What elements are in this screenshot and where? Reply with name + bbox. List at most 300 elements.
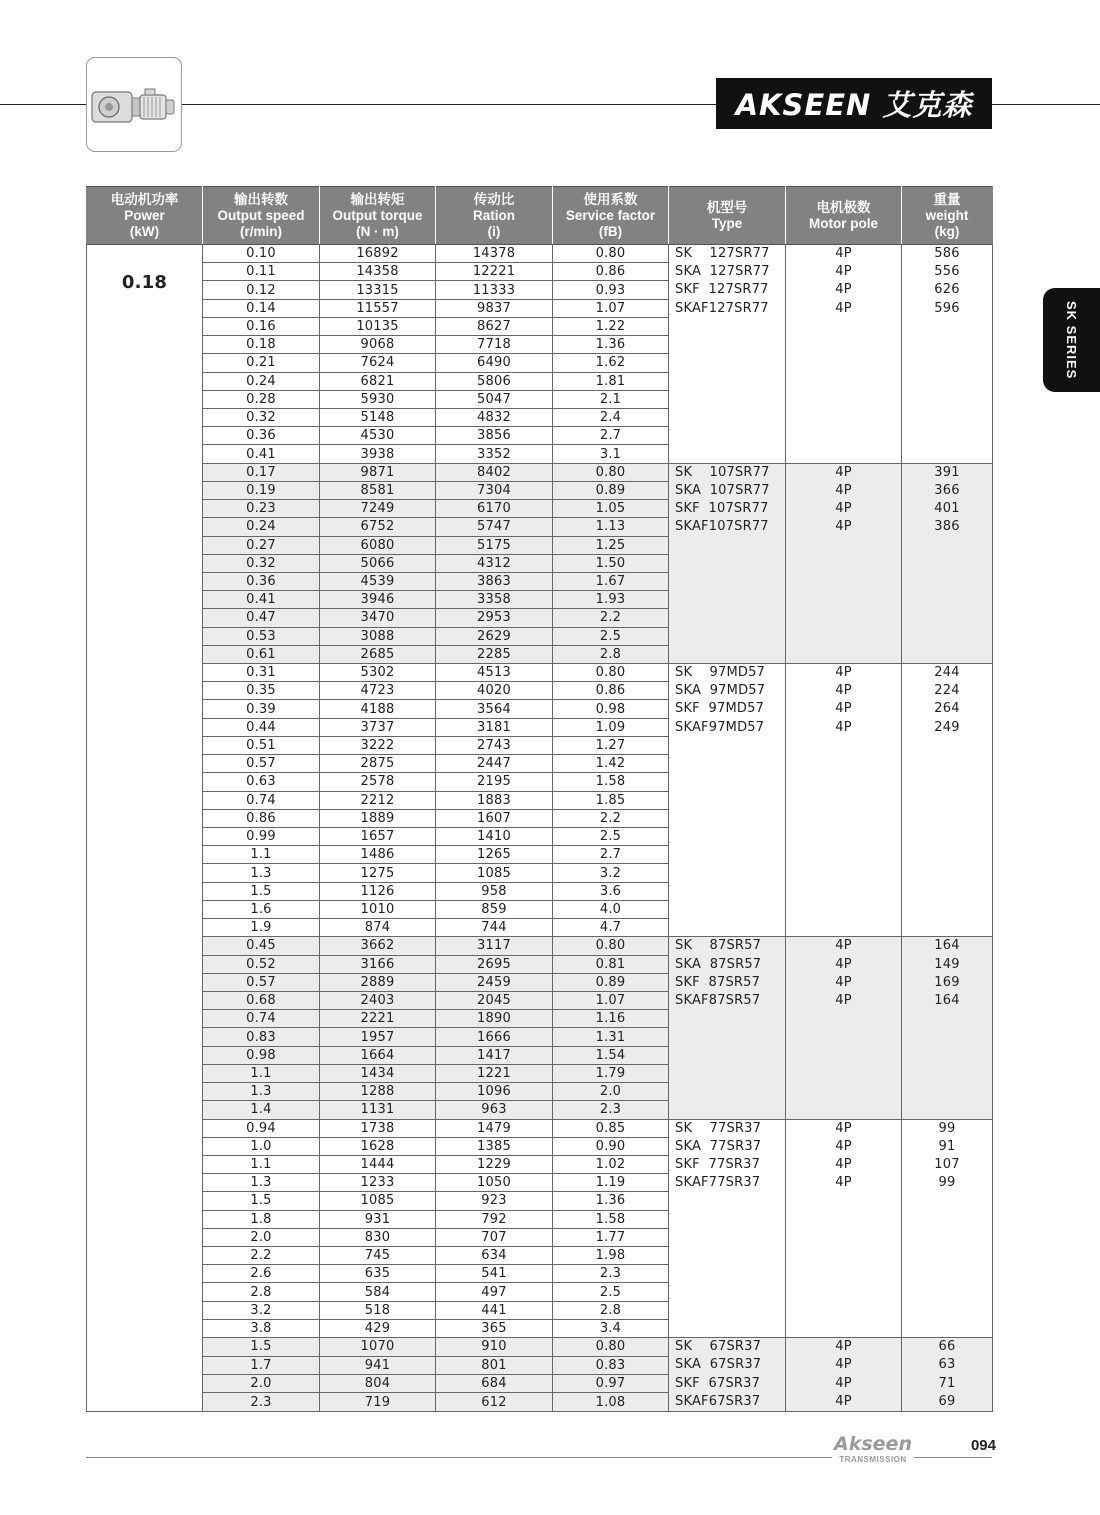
ratio-cell: 4020 bbox=[436, 682, 553, 700]
speed-cell: 0.41 bbox=[203, 591, 320, 609]
type-line: SKA 77SR37 bbox=[675, 1138, 762, 1154]
torque-cell: 3662 bbox=[320, 937, 436, 955]
speed-cell: 0.61 bbox=[203, 645, 320, 663]
weight-line: 164 bbox=[934, 938, 960, 954]
torque-cell: 584 bbox=[320, 1283, 436, 1301]
pole-cell bbox=[786, 664, 902, 937]
service-factor-cell: 2.1 bbox=[553, 390, 669, 408]
ratio-cell: 1479 bbox=[436, 1119, 553, 1137]
page-number: 094 bbox=[962, 1437, 996, 1454]
type-line: SK 77SR37 bbox=[675, 1120, 762, 1136]
ratio-cell: 5047 bbox=[436, 390, 553, 408]
pole-cell bbox=[786, 245, 902, 464]
ratio-cell: 3352 bbox=[436, 445, 553, 463]
ratio-cell: 4513 bbox=[436, 664, 553, 682]
column-header-en: Motor pole bbox=[809, 215, 878, 231]
service-factor-cell: 0.86 bbox=[553, 263, 669, 281]
torque-cell: 3470 bbox=[320, 609, 436, 627]
type-cell bbox=[669, 245, 786, 464]
column-header-en: Service factor bbox=[565, 207, 656, 223]
speed-cell: 0.86 bbox=[203, 809, 320, 827]
torque-cell: 6821 bbox=[320, 372, 436, 390]
pole-line: 4P bbox=[835, 938, 852, 954]
speed-cell: 1.3 bbox=[203, 864, 320, 882]
pole-cell bbox=[786, 463, 902, 663]
service-factor-cell: 0.97 bbox=[553, 1375, 669, 1393]
service-factor-cell: 1.93 bbox=[553, 591, 669, 609]
pole-line: 4P bbox=[835, 974, 852, 990]
speed-cell: 0.41 bbox=[203, 445, 320, 463]
ratio-cell: 2953 bbox=[436, 609, 553, 627]
torque-cell: 7624 bbox=[320, 354, 436, 372]
type-line: SK 127SR77 bbox=[675, 246, 770, 261]
torque-cell: 4723 bbox=[320, 682, 436, 700]
type-line: SKF 67SR37 bbox=[675, 1375, 761, 1391]
torque-cell: 1233 bbox=[320, 1174, 436, 1192]
torque-cell: 8581 bbox=[320, 481, 436, 499]
ratio-cell: 1265 bbox=[436, 846, 553, 864]
type-line: SK 97MD57 bbox=[675, 665, 766, 681]
torque-cell: 6080 bbox=[320, 536, 436, 554]
ratio-cell: 6170 bbox=[436, 500, 553, 518]
weight-line: 586 bbox=[934, 246, 960, 261]
speed-cell: 0.74 bbox=[203, 791, 320, 809]
pole-line: 4P bbox=[835, 1175, 852, 1191]
speed-cell: 0.83 bbox=[203, 1028, 320, 1046]
pole-line: 4P bbox=[835, 719, 852, 735]
column-header-unit: (r/min) bbox=[240, 223, 282, 239]
ratio-cell: 1607 bbox=[436, 809, 553, 827]
weight-line: 71 bbox=[938, 1375, 956, 1391]
speed-cell: 0.19 bbox=[203, 481, 320, 499]
ratio-cell: 2285 bbox=[436, 645, 553, 663]
ratio-cell: 441 bbox=[436, 1301, 553, 1319]
torque-cell: 10135 bbox=[320, 317, 436, 335]
ratio-cell: 1050 bbox=[436, 1174, 553, 1192]
weight-line: 66 bbox=[938, 1339, 956, 1355]
service-factor-cell: 2.5 bbox=[553, 627, 669, 645]
weight-cell bbox=[902, 245, 993, 464]
type-line: SKAF87SR57 bbox=[675, 992, 761, 1008]
torque-cell: 3938 bbox=[320, 445, 436, 463]
speed-cell: 2.0 bbox=[203, 1375, 320, 1393]
service-factor-cell: 1.36 bbox=[553, 1192, 669, 1210]
ratio-cell: 2195 bbox=[436, 773, 553, 791]
torque-cell: 2212 bbox=[320, 791, 436, 809]
service-factor-cell: 1.58 bbox=[553, 773, 669, 791]
ratio-cell: 541 bbox=[436, 1265, 553, 1283]
service-factor-cell: 2.5 bbox=[553, 1283, 669, 1301]
torque-cell: 2403 bbox=[320, 991, 436, 1009]
speed-cell: 0.68 bbox=[203, 991, 320, 1009]
column-header bbox=[553, 187, 669, 245]
speed-cell: 0.23 bbox=[203, 500, 320, 518]
torque-cell: 2875 bbox=[320, 755, 436, 773]
brand-name-cn: 艾克森 bbox=[882, 88, 973, 122]
service-factor-cell: 1.09 bbox=[553, 718, 669, 736]
service-factor-cell: 2.8 bbox=[553, 1301, 669, 1319]
torque-cell: 1126 bbox=[320, 882, 436, 900]
ratio-cell: 923 bbox=[436, 1192, 553, 1210]
speed-cell: 3.2 bbox=[203, 1301, 320, 1319]
service-factor-cell: 0.80 bbox=[553, 463, 669, 481]
speed-cell: 0.57 bbox=[203, 973, 320, 991]
speed-cell: 0.12 bbox=[203, 281, 320, 299]
pole-line: 4P bbox=[835, 1138, 852, 1154]
weight-line: 366 bbox=[934, 482, 960, 498]
ratio-cell: 7718 bbox=[436, 336, 553, 354]
ratio-cell: 910 bbox=[436, 1338, 553, 1356]
column-header bbox=[902, 187, 993, 245]
type-cell bbox=[669, 1338, 786, 1412]
torque-cell: 9068 bbox=[320, 336, 436, 354]
weight-cell bbox=[902, 463, 993, 663]
ratio-cell: 744 bbox=[436, 919, 553, 937]
speed-cell: 2.8 bbox=[203, 1283, 320, 1301]
service-factor-cell: 4.0 bbox=[553, 900, 669, 918]
weight-cell bbox=[902, 664, 993, 937]
torque-cell: 874 bbox=[320, 919, 436, 937]
ratio-cell: 2695 bbox=[436, 955, 553, 973]
speed-cell: 0.10 bbox=[203, 245, 320, 263]
type-line: SKA 127SR77 bbox=[675, 264, 770, 280]
speed-cell: 0.24 bbox=[203, 372, 320, 390]
torque-cell: 1628 bbox=[320, 1137, 436, 1155]
ratio-cell: 3856 bbox=[436, 427, 553, 445]
speed-cell: 1.4 bbox=[203, 1101, 320, 1119]
type-line: SKAF67SR37 bbox=[675, 1393, 761, 1409]
column-header-cn: 传动比 bbox=[473, 191, 515, 207]
torque-cell: 1275 bbox=[320, 864, 436, 882]
ratio-cell: 859 bbox=[436, 900, 553, 918]
spec-table bbox=[86, 186, 993, 1412]
weight-line: 91 bbox=[938, 1138, 956, 1154]
service-factor-cell: 1.07 bbox=[553, 991, 669, 1009]
footer-logo bbox=[832, 1434, 914, 1466]
speed-cell: 1.5 bbox=[203, 1338, 320, 1356]
speed-cell: 0.35 bbox=[203, 682, 320, 700]
ratio-cell: 2447 bbox=[436, 755, 553, 773]
service-factor-cell: 3.2 bbox=[553, 864, 669, 882]
column-header-unit: (fB) bbox=[598, 223, 623, 239]
torque-cell: 429 bbox=[320, 1319, 436, 1337]
service-factor-cell: 2.5 bbox=[553, 828, 669, 846]
column-header-en: Output torque bbox=[332, 207, 423, 223]
service-factor-cell: 1.05 bbox=[553, 500, 669, 518]
column-header bbox=[320, 187, 436, 245]
torque-cell: 1486 bbox=[320, 846, 436, 864]
torque-cell: 745 bbox=[320, 1247, 436, 1265]
footer-brand: Akseen bbox=[834, 1433, 912, 1455]
speed-cell: 0.11 bbox=[203, 263, 320, 281]
torque-cell: 1131 bbox=[320, 1101, 436, 1119]
service-factor-cell: 1.50 bbox=[553, 554, 669, 572]
ratio-cell: 1666 bbox=[436, 1028, 553, 1046]
torque-cell: 804 bbox=[320, 1375, 436, 1393]
pole-line: 4P bbox=[835, 282, 852, 298]
pole-line: 4P bbox=[835, 482, 852, 498]
ratio-cell: 684 bbox=[436, 1375, 553, 1393]
torque-cell: 13315 bbox=[320, 281, 436, 299]
service-factor-cell: 1.02 bbox=[553, 1155, 669, 1173]
speed-cell: 0.14 bbox=[203, 299, 320, 317]
column-header-cn: 使用系数 bbox=[583, 191, 638, 207]
speed-cell: 0.31 bbox=[203, 664, 320, 682]
service-factor-cell: 1.13 bbox=[553, 518, 669, 536]
torque-cell: 830 bbox=[320, 1228, 436, 1246]
speed-cell: 1.7 bbox=[203, 1356, 320, 1374]
torque-cell: 3737 bbox=[320, 718, 436, 736]
column-header-unit: (N · m) bbox=[356, 223, 399, 239]
speed-cell: 0.32 bbox=[203, 554, 320, 572]
pole-line: 4P bbox=[835, 683, 852, 699]
torque-cell: 1957 bbox=[320, 1028, 436, 1046]
service-factor-cell: 2.3 bbox=[553, 1265, 669, 1283]
service-factor-cell: 1.36 bbox=[553, 336, 669, 354]
service-factor-cell: 0.90 bbox=[553, 1137, 669, 1155]
type-line: SKF 77SR37 bbox=[675, 1156, 761, 1172]
speed-cell: 0.28 bbox=[203, 390, 320, 408]
ratio-cell: 3863 bbox=[436, 572, 553, 590]
weight-line: 626 bbox=[934, 282, 960, 298]
service-factor-cell: 2.4 bbox=[553, 408, 669, 426]
pole-line: 4P bbox=[835, 1120, 852, 1136]
service-factor-cell: 0.80 bbox=[553, 664, 669, 682]
torque-cell: 1070 bbox=[320, 1338, 436, 1356]
ratio-cell: 1410 bbox=[436, 828, 553, 846]
torque-cell: 2685 bbox=[320, 645, 436, 663]
ratio-cell: 9837 bbox=[436, 299, 553, 317]
weight-line: 164 bbox=[934, 992, 960, 1008]
type-line: SKA 97MD57 bbox=[675, 683, 766, 699]
service-factor-cell: 1.85 bbox=[553, 791, 669, 809]
pole-cell bbox=[786, 1119, 902, 1338]
type-line: SK 67SR37 bbox=[675, 1339, 762, 1355]
type-line: SKAF107SR77 bbox=[675, 519, 769, 535]
torque-cell: 3166 bbox=[320, 955, 436, 973]
service-factor-cell: 1.31 bbox=[553, 1028, 669, 1046]
ratio-cell: 11333 bbox=[436, 281, 553, 299]
torque-cell: 1434 bbox=[320, 1064, 436, 1082]
weight-line: 244 bbox=[934, 665, 960, 681]
ratio-cell: 3117 bbox=[436, 937, 553, 955]
speed-cell: 0.57 bbox=[203, 755, 320, 773]
pole-line: 4P bbox=[835, 1393, 852, 1409]
speed-cell: 0.16 bbox=[203, 317, 320, 335]
weight-line: 401 bbox=[934, 501, 960, 516]
service-factor-cell: 2.2 bbox=[553, 609, 669, 627]
column-header-en: weight bbox=[925, 207, 969, 223]
pole-line: 4P bbox=[835, 665, 852, 681]
weight-line: 169 bbox=[934, 974, 960, 990]
weight-cell bbox=[902, 1119, 993, 1338]
column-header-cn: 电机极数 bbox=[816, 199, 871, 215]
service-factor-cell: 3.6 bbox=[553, 882, 669, 900]
service-factor-cell: 0.81 bbox=[553, 955, 669, 973]
type-line: SKF 127SR77 bbox=[675, 282, 769, 298]
ratio-cell: 2629 bbox=[436, 627, 553, 645]
speed-cell: 0.94 bbox=[203, 1119, 320, 1137]
speed-cell: 0.47 bbox=[203, 609, 320, 627]
speed-cell: 0.99 bbox=[203, 828, 320, 846]
ratio-cell: 5806 bbox=[436, 372, 553, 390]
torque-cell: 3088 bbox=[320, 627, 436, 645]
speed-cell: 0.44 bbox=[203, 718, 320, 736]
torque-cell: 11557 bbox=[320, 299, 436, 317]
service-factor-cell: 0.85 bbox=[553, 1119, 669, 1137]
weight-line: 69 bbox=[938, 1393, 956, 1409]
service-factor-cell: 1.54 bbox=[553, 1046, 669, 1064]
torque-cell: 635 bbox=[320, 1265, 436, 1283]
ratio-cell: 963 bbox=[436, 1101, 553, 1119]
table-row bbox=[87, 463, 993, 481]
speed-cell: 0.24 bbox=[203, 518, 320, 536]
weight-cell bbox=[902, 937, 993, 1119]
service-factor-cell: 0.89 bbox=[553, 973, 669, 991]
service-factor-cell: 1.98 bbox=[553, 1247, 669, 1265]
ratio-cell: 8627 bbox=[436, 317, 553, 335]
gear-motor-thumbnail bbox=[86, 57, 182, 152]
pole-line: 4P bbox=[835, 246, 852, 261]
weight-line: 99 bbox=[938, 1120, 956, 1136]
speed-cell: 2.2 bbox=[203, 1247, 320, 1265]
speed-cell: 0.52 bbox=[203, 955, 320, 973]
torque-cell: 14358 bbox=[320, 263, 436, 281]
ratio-cell: 497 bbox=[436, 1283, 553, 1301]
type-line: SKA 107SR77 bbox=[675, 482, 770, 498]
series-side-tab bbox=[1043, 288, 1100, 392]
ratio-cell: 12221 bbox=[436, 263, 553, 281]
weight-line: 149 bbox=[934, 956, 960, 972]
torque-cell: 2889 bbox=[320, 973, 436, 991]
column-header bbox=[436, 187, 553, 245]
type-line: SKAF77SR37 bbox=[675, 1175, 761, 1191]
pole-line: 4P bbox=[835, 501, 852, 516]
table-row bbox=[87, 245, 993, 263]
weight-line: 99 bbox=[938, 1175, 956, 1191]
service-factor-cell: 1.42 bbox=[553, 755, 669, 773]
service-factor-cell: 0.93 bbox=[553, 281, 669, 299]
column-header-cn: 输出转矩 bbox=[350, 191, 405, 207]
speed-cell: 0.36 bbox=[203, 427, 320, 445]
footer-brand-sub: TRANSMISSION bbox=[839, 1455, 907, 1464]
torque-cell: 5148 bbox=[320, 408, 436, 426]
type-line: SKF 107SR77 bbox=[675, 501, 769, 516]
pole-line: 4P bbox=[835, 464, 852, 480]
type-cell bbox=[669, 937, 786, 1119]
pole-line: 4P bbox=[835, 300, 852, 316]
ratio-cell: 958 bbox=[436, 882, 553, 900]
ratio-cell: 14378 bbox=[436, 245, 553, 263]
ratio-cell: 792 bbox=[436, 1210, 553, 1228]
column-header bbox=[786, 187, 902, 245]
service-factor-cell: 1.77 bbox=[553, 1228, 669, 1246]
torque-cell: 3946 bbox=[320, 591, 436, 609]
speed-cell: 1.5 bbox=[203, 1192, 320, 1210]
service-factor-cell: 3.1 bbox=[553, 445, 669, 463]
ratio-cell: 2045 bbox=[436, 991, 553, 1009]
weight-cell bbox=[902, 1338, 993, 1412]
column-header-en: Output speed bbox=[217, 207, 305, 223]
pole-line: 4P bbox=[835, 701, 852, 717]
torque-cell: 1664 bbox=[320, 1046, 436, 1064]
column-header bbox=[203, 187, 320, 245]
service-factor-cell: 0.80 bbox=[553, 1338, 669, 1356]
service-factor-cell: 0.80 bbox=[553, 937, 669, 955]
speed-cell: 2.6 bbox=[203, 1265, 320, 1283]
service-factor-cell: 0.98 bbox=[553, 700, 669, 718]
weight-line: 249 bbox=[934, 719, 960, 735]
service-factor-cell: 2.2 bbox=[553, 809, 669, 827]
weight-line: 596 bbox=[934, 300, 960, 316]
torque-cell: 4539 bbox=[320, 572, 436, 590]
type-cell bbox=[669, 1119, 786, 1338]
type-line: SKF 87SR57 bbox=[675, 974, 761, 990]
torque-cell: 931 bbox=[320, 1210, 436, 1228]
pole-line: 4P bbox=[835, 1339, 852, 1355]
pole-line: 4P bbox=[835, 519, 852, 535]
column-header-cn: 机型号 bbox=[706, 199, 748, 215]
column-header-cn: 电动机功率 bbox=[110, 191, 179, 207]
service-factor-cell: 1.22 bbox=[553, 317, 669, 335]
column-header-en: Type bbox=[711, 215, 743, 231]
service-factor-cell: 2.8 bbox=[553, 645, 669, 663]
speed-cell: 1.1 bbox=[203, 1155, 320, 1173]
torque-cell: 2578 bbox=[320, 773, 436, 791]
torque-cell: 2221 bbox=[320, 1010, 436, 1028]
pole-cell bbox=[786, 1338, 902, 1412]
service-factor-cell: 2.0 bbox=[553, 1083, 669, 1101]
type-cell bbox=[669, 664, 786, 937]
pole-line: 4P bbox=[835, 264, 852, 280]
torque-cell: 16892 bbox=[320, 245, 436, 263]
service-factor-cell: 2.7 bbox=[553, 427, 669, 445]
type-line: SKA 87SR57 bbox=[675, 956, 762, 972]
torque-cell: 1010 bbox=[320, 900, 436, 918]
ratio-cell: 801 bbox=[436, 1356, 553, 1374]
power-value: 0.18 bbox=[87, 245, 203, 1412]
torque-cell: 5302 bbox=[320, 664, 436, 682]
speed-cell: 0.45 bbox=[203, 937, 320, 955]
speed-cell: 1.0 bbox=[203, 1137, 320, 1155]
speed-cell: 2.0 bbox=[203, 1228, 320, 1246]
column-header-unit: (i) bbox=[487, 223, 501, 239]
service-factor-cell: 1.07 bbox=[553, 299, 669, 317]
weight-line: 224 bbox=[934, 683, 960, 699]
ratio-cell: 8402 bbox=[436, 463, 553, 481]
torque-cell: 7249 bbox=[320, 500, 436, 518]
weight-line: 264 bbox=[934, 701, 960, 717]
ratio-cell: 4832 bbox=[436, 408, 553, 426]
speed-cell: 3.8 bbox=[203, 1319, 320, 1337]
table-row bbox=[87, 1338, 993, 1356]
speed-cell: 0.53 bbox=[203, 627, 320, 645]
pole-line: 4P bbox=[835, 1375, 852, 1391]
torque-cell: 5930 bbox=[320, 390, 436, 408]
torque-cell: 1738 bbox=[320, 1119, 436, 1137]
torque-cell: 1085 bbox=[320, 1192, 436, 1210]
service-factor-cell: 3.4 bbox=[553, 1319, 669, 1337]
brand-logo bbox=[716, 78, 992, 129]
service-factor-cell: 0.83 bbox=[553, 1356, 669, 1374]
service-factor-cell: 1.67 bbox=[553, 572, 669, 590]
type-line: SKA 67SR37 bbox=[675, 1357, 762, 1373]
torque-cell: 6752 bbox=[320, 518, 436, 536]
service-factor-cell: 0.86 bbox=[553, 682, 669, 700]
torque-cell: 941 bbox=[320, 1356, 436, 1374]
service-factor-cell: 1.81 bbox=[553, 372, 669, 390]
series-label: SK SERIES bbox=[1064, 300, 1079, 380]
